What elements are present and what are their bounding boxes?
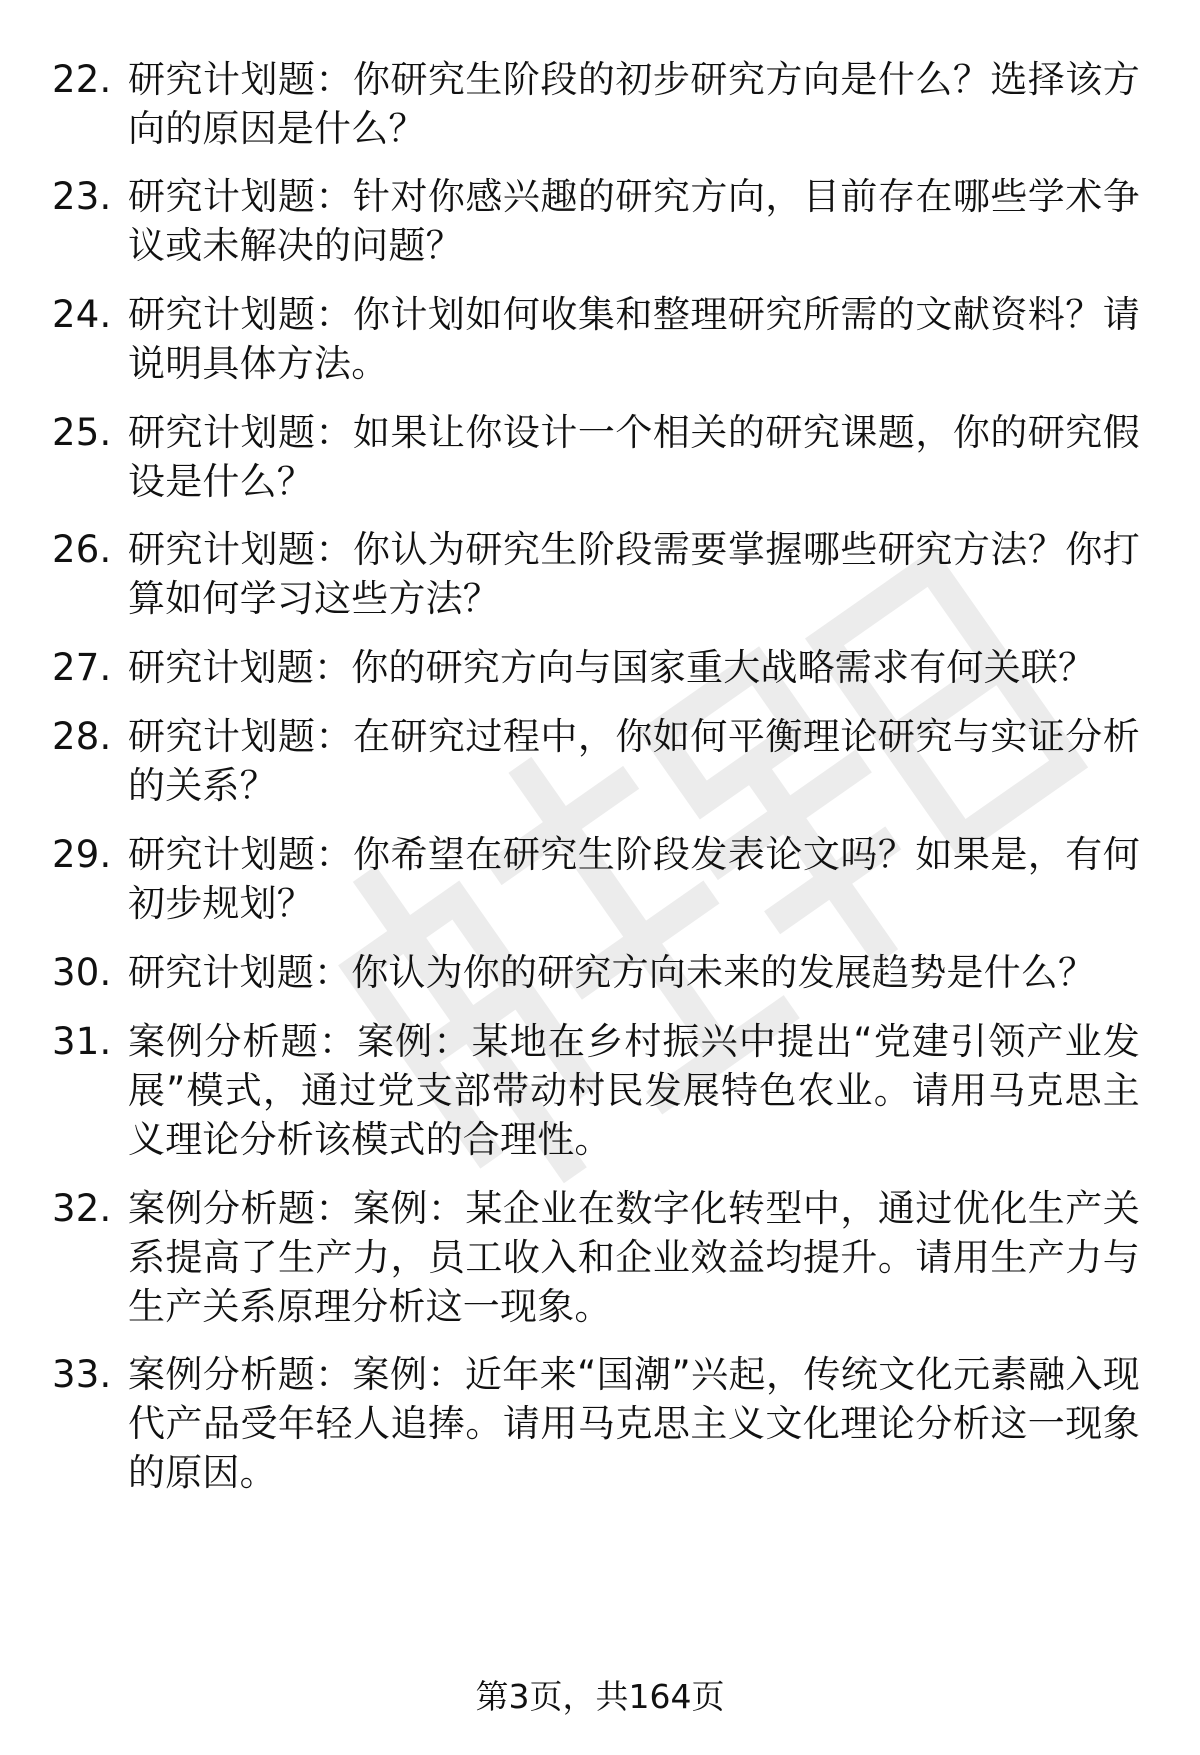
question-number: 24. — [52, 293, 112, 336]
question-number: 33. — [52, 1353, 112, 1396]
question-number: 22. — [52, 58, 112, 101]
question-item — [52, 55, 1142, 153]
question-item — [52, 643, 1142, 692]
question-number: 32. — [52, 1187, 112, 1230]
question-text: 案例分析题：案例：某地在乡村振兴中提出“党建引领产业发展”模式，通过党支部带动村民发展特色农业。请用马克思主义理论分析该模式的合理性。 — [128, 1020, 1140, 1161]
question-item — [52, 830, 1142, 928]
question-text: 案例分析题：案例：近年来“国潮”兴起，传统文化元素融入现代产品受年轻人追捧。请用马克思主义文化理论分析这一现象的原因。 — [128, 1353, 1140, 1494]
page-footer: 第3页，共164页 — [475, 1677, 725, 1716]
question-item — [52, 948, 1142, 997]
question-text: 研究计划题：如果让你设计一个相关的研究课题，你的研究假设是什么？ — [128, 411, 1140, 503]
question-number: 30. — [52, 951, 112, 994]
question-item — [52, 1184, 1142, 1331]
question-text: 研究计划题：你希望在研究生阶段发表论文吗？如果是，有何初步规划？ — [128, 833, 1140, 925]
question-text: 研究计划题：你认为你的研究方向未来的发展趋势是什么？ — [128, 951, 1096, 994]
question-text: 研究计划题：针对你感兴趣的研究方向，目前存在哪些学术争议或未解决的问题？ — [128, 175, 1140, 267]
question-text: 研究计划题：你计划如何收集和整理研究所需的文献资料？请说明具体方法。 — [128, 293, 1140, 385]
question-number: 23. — [52, 175, 112, 218]
question-item — [52, 712, 1142, 810]
question-number: 27. — [52, 646, 112, 689]
question-item — [52, 408, 1142, 506]
question-item — [52, 1350, 1142, 1497]
question-item — [52, 290, 1142, 388]
question-number: 25. — [52, 411, 112, 454]
question-item — [52, 525, 1142, 623]
question-number: 31. — [52, 1020, 112, 1063]
question-number: 29. — [52, 833, 112, 876]
question-number: 26. — [52, 528, 112, 571]
question-text: 研究计划题：你的研究方向与国家重大战略需求有何关联？ — [128, 646, 1096, 689]
question-text: 案例分析题：案例：某企业在数字化转型中，通过优化生产关系提高了生产力，员工收入和企业效益均提升。请用生产力与生产关系原理分析这一现象。 — [128, 1187, 1140, 1328]
question-text: 研究计划题：你研究生阶段的初步研究方向是什么？选择该方向的原因是什么？ — [128, 58, 1140, 150]
question-text: 研究计划题：在研究过程中，你如何平衡理论研究与实证分析的关系？ — [128, 715, 1140, 807]
question-item — [52, 1017, 1142, 1164]
question-number: 28. — [52, 715, 112, 758]
question-text: 研究计划题：你认为研究生阶段需要掌握哪些研究方法？你打算如何学习这些方法？ — [128, 528, 1140, 620]
question-item — [52, 172, 1142, 270]
